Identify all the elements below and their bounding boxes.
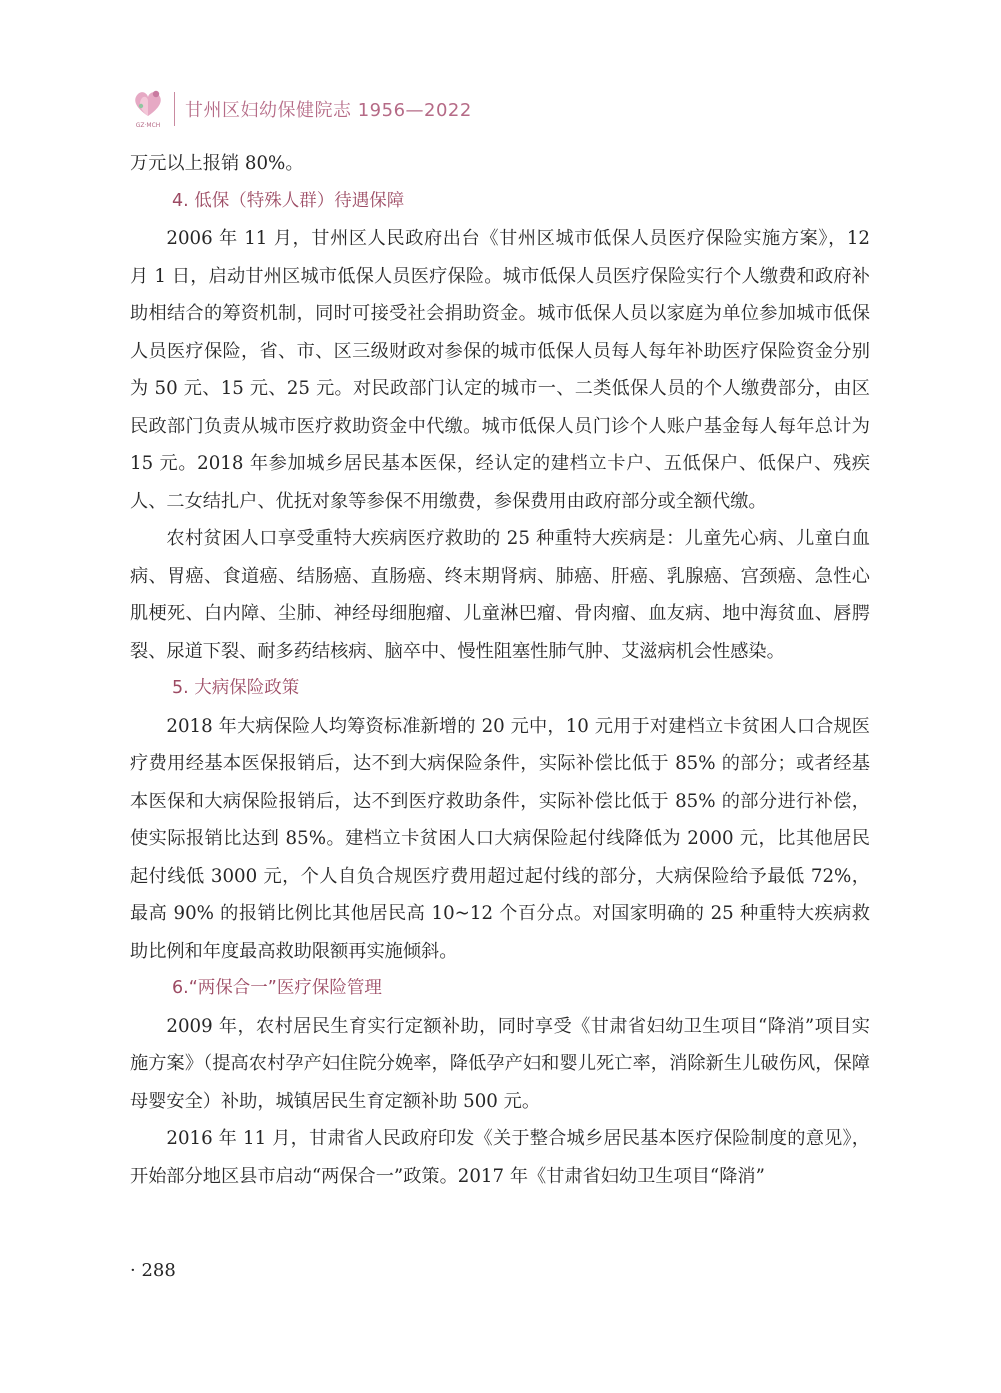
body-paragraph: 农村贫困人口享受重特大疾病医疗救助的 25 种重特大疾病是：儿童先心病、儿童白血病、胃癌、食道癌、结肠癌、直肠癌、终末期肾病、肺癌、肝癌、乳腺癌、宫颈癌、急性心肌梗死、白内障、尘肺、神经母细胞瘤、儿童淋巴瘤、骨肉瘤、血友病、地中海贫血、唇腭裂、尿道下裂、耐多药结核病、脑卒中、慢性阻塞性肺气肿、艾滋病机会性感染。 bbox=[130, 528, 870, 662]
body-paragraph: 2016 年 11 月，甘肃省人民政府印发《关于整合城乡居民基本医疗保险制度的意见》，开始部分地区县市启动“两保合一”政策。2017 年《甘肃省妇幼卫生项目“降消” bbox=[130, 1128, 870, 1187]
hospital-logo-icon bbox=[130, 86, 166, 130]
page-body bbox=[130, 145, 870, 1195]
page-number: · 288 bbox=[130, 1260, 176, 1281]
section-heading: 5. 大病保险政策 bbox=[172, 678, 300, 698]
running-title: 甘州区妇幼保健院志 1956—2022 bbox=[185, 100, 472, 121]
page-header bbox=[130, 86, 650, 136]
body-paragraph: 2009 年，农村居民生育实行定额补助，同时享受《甘肃省妇幼卫生项目“降消”项目实施方案》（提高农村孕产妇住院分娩率，降低孕产妇和婴儿死亡率，消除新生儿破伤风，保障母婴安全）补助，城镇居民生育定额补助 500 元。 bbox=[130, 1015, 870, 1112]
body-paragraph: 2006 年 11 月，甘州区人民政府出台《甘州区城市低保人员医疗保险实施方案》，12 月 1 日，启动甘州区城市低保人员医疗保险。城市低保人员医疗保险实行个人缴费和政府补助相结合的筹资机制，同时可接受社会捐助资金。城市低保人员以家庭为单位参加城市低保人员医疗保险，省、市、区三级财政对参保的城市低保人员每人每年补助医疗保险资金分别为 50 元、15 元、25 元。对民政部门认定的城市一、二类低保人员的个人缴费部分，由区民政部门负责从城市医疗救助资金中代缴。城市低保人员门诊个人账户基金每人每年总计为 15 元。2018 年参加城乡居民基本医保，经认定的建档立卡户、五低保户、低保户、残疾人、二女结扎户、优抚对象等参保不用缴费，参保费用由政府部分或全额代缴。 bbox=[130, 228, 870, 512]
body-paragraph: 万元以上报销 80%。 bbox=[130, 153, 304, 174]
section-heading: 4. 低保（特殊人群）待遇保障 bbox=[172, 190, 405, 211]
body-paragraph: 2018 年大病保险人均筹资标准新增的 20 元中，10 元用于对建档立卡贫困人口合规医疗费用经基本医保报销后，达不到大病保险条件，实际补偿比低于 85% 的部分；或者经基本医保和大病保险报销后，达不到医疗救助条件，实际补偿比低于 85% 的部分进行补偿，使实际报销比达到 85%。建档立卡贫困人口大病保险起付线降低为 2000 元，比其他居民起付线低 3000 元，个人自负合规医疗费用超过起付线的部分，大病保险给予最低 72%，最高 90% 的报销比例比其他居民高 10~12 个百分点。对国家明确的 25 种重特大疾病救助比例和年度最高救助限额再实施倾斜。 bbox=[130, 715, 870, 962]
logo-text: GZ·MCH bbox=[135, 122, 161, 129]
header-divider bbox=[174, 92, 175, 126]
section-heading: 6.“两保合一”医疗保险管理 bbox=[172, 978, 382, 998]
